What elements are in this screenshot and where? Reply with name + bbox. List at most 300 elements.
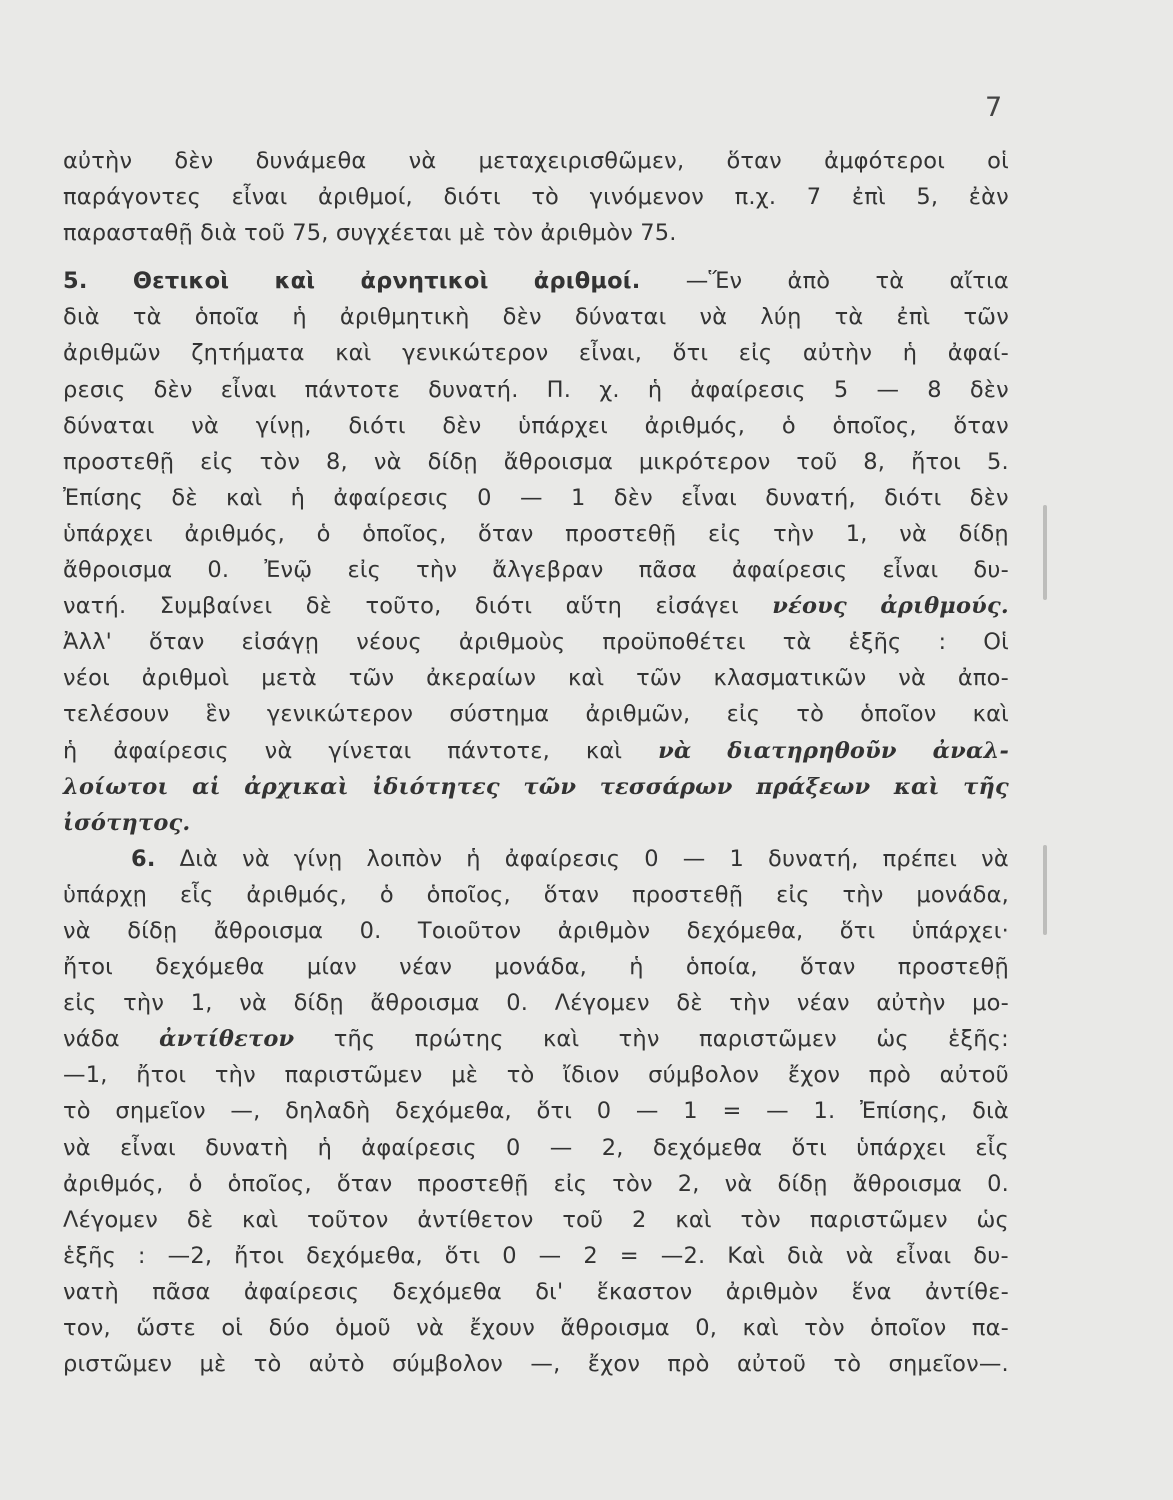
text-line [63,665,1009,701]
word: — [519,484,543,511]
word: ριστῶμεν [63,1351,173,1378]
word: ὑπάρχει· [911,917,1009,944]
word: μὲ [458,220,486,247]
word: ἀπο- [957,665,1009,692]
text-line [63,774,1009,810]
word: 0 [477,484,492,511]
text-line [63,340,1009,376]
word: ὑπάρχει [856,1134,947,1161]
word: —, [530,1351,561,1378]
word: ἐπὶ [851,184,886,211]
word: ὥστε [136,1315,196,1341]
word: 2, [677,1170,700,1197]
word: 1 [729,845,744,872]
word: σημεῖον—. [888,1351,1009,1378]
word: συγχέεται [335,220,452,247]
word: πάντοτε [304,376,400,403]
word: δεχόμεθα [155,954,265,981]
word: ἀριθμὸν [557,917,651,944]
word: ὑπάρχῃ [63,881,148,908]
word: ὁμοῦ [335,1315,391,1341]
text-line [63,882,1009,918]
word: καὶ [675,1206,712,1233]
word: ζητήματα [191,340,305,367]
word: παρασταθῇ [63,220,193,247]
word: λύῃ [760,304,802,331]
word: εἶναι [231,184,288,211]
word: μικρότερον [638,448,771,475]
word: τὴν [842,881,884,908]
body-text [63,148,1009,1387]
word: = [619,1242,639,1269]
text-line [63,593,1009,629]
word: αὐτὸ [308,1351,365,1378]
word: σύμβολον [392,1351,504,1378]
word: νὰ [63,1134,91,1161]
word: ὁ [188,1170,203,1197]
text-line [63,1351,1009,1387]
word: ἡ [317,1134,333,1161]
word: τὸν [740,1206,781,1233]
word: —2, [167,1242,213,1269]
word: δὲ [305,593,333,620]
word: διότι [348,412,406,439]
text-line [63,184,1009,220]
word: νὰ [264,737,293,764]
word: τὸ [253,1351,282,1378]
word: ὅταν [726,148,782,174]
word: χ. [599,376,620,403]
word: μονάδα, [916,881,1009,908]
word: οἱ [987,148,1009,174]
word: ὅτι [444,1242,481,1269]
word: 0 [505,1134,521,1161]
word: ἑξῆς: [948,1026,1009,1053]
word: — [876,376,900,403]
word: 2, [601,1134,624,1161]
word: ἑξῆς [63,1242,116,1269]
word: καὶ [335,340,372,367]
word: —Ἕν [685,268,743,295]
word: τῶν [636,665,682,692]
word: αὐτὴν [802,340,873,367]
word: μίαν [306,954,357,981]
word: μονάδα, [494,954,587,981]
word: ἔχον [787,1062,841,1089]
word: καὶ [567,665,605,692]
word: 75, [292,220,329,247]
word: ἀρχικαὶ [244,773,349,800]
word: καὶ [972,701,1009,728]
word: 75. [640,220,677,247]
word: ἡ [290,484,306,511]
word: τῶν [963,304,1009,331]
word: τὸν [804,1315,845,1341]
word: 0. [207,557,230,584]
word: γίνῃ, [255,412,312,439]
word: δίδῃ [958,520,1009,547]
word: νὰ [191,412,220,439]
word: ἀριθμὸν [725,1278,819,1305]
text-line [63,1026,1009,1062]
text-line [63,220,1009,256]
word: ὁποῖον [870,1315,947,1341]
word: ἤτοι [911,448,962,475]
word: αὐτοῦ [939,1062,1009,1089]
word: ὅταν [149,629,205,656]
word: ἀριθμός, [246,881,347,908]
word: 0. [359,917,382,944]
word: διὰ [200,220,237,247]
word: προϋποθέτει [602,629,746,656]
word: τῆς [333,1026,376,1053]
word: εἶναι [882,557,939,584]
word: ἀριθμός, [63,1170,164,1197]
word: ὁποῖος, [832,412,917,439]
word: Π. [546,376,572,403]
word: πράξεων [756,773,871,800]
word: προστεθῇ [565,520,677,547]
word: 5, [916,184,939,211]
word: πρὸ [667,1351,710,1378]
word: νὰ [239,990,267,1017]
word: διότι [474,593,533,620]
word: ἄθροισμα [63,557,173,584]
word: τοῦτον [307,1206,389,1233]
word: καὶ [274,268,316,295]
word: τὸ [531,184,560,211]
word: ὁποία, [685,954,758,981]
word: μεταχειρισθῶμεν, [478,148,685,174]
word: ἀφαί- [947,340,1009,367]
word: λοιπὸν [366,845,443,872]
text-line [63,268,1009,304]
word: : [137,1242,146,1269]
word: εἰσάγει [655,593,739,620]
word: ὁποῖον [860,701,937,728]
word: δὲ [171,484,198,511]
word: 2 [583,1242,598,1269]
word: καὶ [742,1315,779,1341]
word: ὁ [316,520,331,547]
word: γίνεται [328,737,412,764]
text-line [63,304,1009,340]
word: γενικώτερον [402,340,549,367]
word: παράγοντες [63,184,202,211]
word: δὲν [969,484,1009,511]
word: ὅταν [478,520,534,547]
word: ἀριθμούς. [880,593,1009,620]
word: ἀκεραίων [426,665,537,692]
word: δεχόμεθα [652,1134,763,1161]
word: νέαν [399,954,453,981]
word: δυνάμεθα [255,148,367,174]
word: Θετικοὶ [132,268,230,295]
word: Καὶ [727,1242,766,1269]
word: ἀριθμός, [644,412,746,439]
word: ἄλγεβραν [492,557,604,584]
word: καὶ [585,737,623,764]
word: : [938,629,947,656]
word: αὕτη [565,593,623,620]
word: νάδα [63,1026,120,1053]
word: δύναται [63,412,155,439]
word: δὲν [174,148,214,174]
word: ἀριθμῶν, [585,701,691,728]
word: νὰ [416,1315,445,1341]
word: νέοι [63,665,110,692]
word: δὲ [186,1206,214,1233]
word: αὐτοῦ [736,1351,807,1378]
word: δυνατή. [428,376,519,403]
text-line [63,1135,1009,1171]
word: δυ- [973,1242,1009,1269]
word: τὰ [782,629,812,656]
word: Ἐπίσης [63,484,144,511]
word: ἡ [63,737,78,764]
word: ὅτι [672,340,709,367]
word: προστεθῇ [63,448,175,475]
word: — [635,1098,659,1125]
word: Διὰ [179,845,219,872]
word: ἀφαίρεσις [243,1278,360,1305]
word: νὰ [899,520,928,547]
word: ἀντίθε- [924,1278,1009,1305]
word: 0. [987,1170,1009,1197]
word: 5. [986,448,1009,475]
word: τελέσουν [63,701,170,728]
word: ἐπὶ [896,304,931,331]
word: ἀριθμοὺς [458,629,566,656]
word: ἡ [292,304,307,331]
word: γινόμενον [589,184,705,211]
word: πᾶσα [638,557,697,584]
word: 1 [570,484,586,511]
word: διὰ [972,1098,1009,1125]
text-line [63,1098,1009,1134]
word: ὅταν [543,881,600,908]
text-line [63,1207,1009,1243]
word: αὐτὴν [63,148,133,174]
word: νέους [772,593,847,620]
word: ἰδιότητες [372,773,500,800]
word: εἰς [707,520,742,547]
word: ὅτι [536,1098,573,1125]
word: καὶ [242,1206,279,1233]
word: δὲν [969,376,1009,403]
word: Τοιοῦτον [417,917,522,944]
word: ὅτι [839,917,876,944]
word: νὰ [373,448,402,475]
text-line [63,954,1009,990]
word: ἀριθμὸν [540,220,634,247]
word: ἡ [629,954,644,981]
word: ὁποῖος, [227,1170,312,1197]
word: ἄθροισμα [852,1170,963,1197]
word: τὰ [875,268,905,295]
word: ἔχον [587,1351,641,1378]
word: ἀντίθετον [417,1206,534,1233]
word: μο- [972,990,1009,1017]
word: εἷς [975,1134,1009,1161]
word: διατηρηθοῦν [727,737,897,764]
word: πάντοτε, [447,737,551,764]
word: ἀντίθετον [159,1026,295,1053]
margin-mark [1043,845,1047,935]
word: δίδῃ [427,448,478,475]
word: παριστῶμεν [698,1026,837,1053]
word: νατή. [63,593,127,620]
word: δεχόμεθα, [686,917,804,944]
word: τὴν [416,557,458,584]
word: 8 [927,376,942,403]
word: διότι [884,484,942,511]
word: δι' [535,1278,564,1305]
word: καὶ [226,484,263,511]
word: τὸν [492,220,534,247]
word: ἀφαίρεσις [504,845,621,872]
word: τὸ [796,701,825,728]
word: δύναται [574,304,667,331]
word: νὰ [981,845,1009,872]
word: ἐὰν [968,184,1009,211]
word: 0. [506,990,529,1017]
word: νὰ [658,737,692,764]
word: ἀριθμῶν [63,340,161,367]
word: εἰς [553,1170,588,1197]
word: 1 [683,1098,698,1125]
word: Λέγομεν [554,990,650,1017]
text-line [63,449,1009,485]
word: μετὰ [261,665,317,692]
word: 2 [632,1206,647,1233]
word: τοῦτο, [365,593,442,620]
word: Ἐπίσης, [860,1098,948,1125]
word: τὴν [773,520,815,547]
word: ἀριθμητικὴ [339,304,470,331]
word: ἤτοι [63,954,113,981]
word: νὰ [242,845,270,872]
word: αἴτια [949,268,1009,295]
word: ἄθροισμα [370,990,480,1017]
text-line [63,990,1009,1026]
word: νέαν [796,990,850,1017]
word: ἕκαστον [596,1278,693,1305]
word: γίνῃ [293,845,343,872]
word: 1, [845,520,868,547]
word: εἰς [726,701,761,728]
word: 8, [863,448,886,475]
word: ἀφαίρεσις [690,376,806,403]
text-line [63,810,1009,846]
word: ὅταν [953,412,1009,439]
word: τὸν [259,448,301,475]
word: π.χ. [734,184,777,211]
word: ὁποῖος, [362,520,447,547]
text-line [63,148,1009,184]
word: εἶναι [681,484,737,511]
word: ἀναλ- [932,737,1009,764]
word: ἀριθμοὶ [141,665,230,692]
word: εἶναι [120,1134,176,1161]
word: ἤτοι [234,1242,285,1269]
word: σύμβολον [648,1062,760,1089]
word: ὡς [976,1206,1009,1233]
text-line [63,738,1009,774]
word: ἀφαίρεσις [113,737,229,764]
word: τῶν [523,773,577,800]
word: δὲν [442,412,482,439]
word: δίδῃ [127,917,178,944]
word: τὸ [63,1098,91,1125]
word: μὲ [199,1351,227,1378]
word: δὲν [153,376,193,403]
word: αὐτὴν [876,990,946,1017]
word: ἡ [902,340,918,367]
word: ἤτοι [136,1062,187,1089]
word: — [538,1242,562,1269]
word: εἶναι [220,376,277,403]
word: — [549,1134,573,1161]
word: τὸ [833,1351,862,1378]
word: ἀριθμοί. [533,268,641,295]
word: μὲ [451,1062,479,1089]
text-line [63,1171,1009,1207]
word: νὰ [898,665,927,692]
word: κλασματικῶν [713,665,867,692]
word: δὲν [502,304,542,331]
word: εἰς [776,881,810,908]
word: εἷς [179,881,214,908]
word: τῶν [348,665,395,692]
word: ἡ [647,376,663,403]
word: 0 [596,1098,612,1125]
word: λοίωτοι [63,773,169,800]
word: ὑπάρχει [63,520,153,547]
word: εἰς [200,448,234,475]
word: τοῦ [796,448,838,475]
word: τοῦ [562,1206,604,1233]
word: τὴν [729,990,771,1017]
word: ὁ [379,881,394,908]
word: δεχόμεθα [392,1278,502,1305]
word: 6. [131,845,156,872]
word: νὰ [699,304,728,331]
text-line [63,1062,1009,1098]
word: ἄθροισμα [213,917,324,944]
word: δυνατή, [768,845,859,872]
word: καὶ [542,1026,580,1053]
word: — [766,1098,789,1125]
word: = [722,1098,742,1125]
text-line [63,377,1009,413]
word: ἓν [205,701,231,728]
word: 5. [63,268,88,295]
page-number: 7 [985,92,1003,123]
word: διότι [443,184,501,211]
word: 8, [326,448,348,475]
word: Οἱ [983,629,1009,656]
word: ὅτι [791,1134,827,1161]
word: τὴν [214,1062,256,1089]
word: 1. [813,1098,836,1125]
text-line [63,557,1009,593]
word: ὅταν [336,1170,393,1197]
word: νὰ [724,1170,753,1197]
word: νατὴ [63,1278,120,1305]
word: δυνατὴ [205,1134,289,1161]
word: προστεθῇ [632,881,744,908]
